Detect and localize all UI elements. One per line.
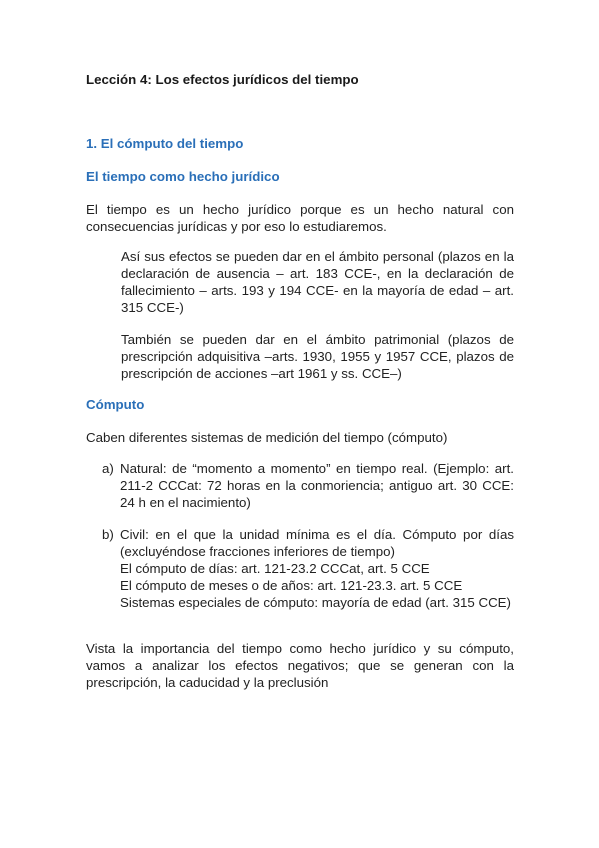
indented-paragraph-patrimonial: También se pueden dar en el ámbito patrimonial (plazos de prescripción adquisitiva –arts. 1930, 1955 y 1957 CCE, plazos de prescripción de acciones –art 1961 y ss. CCE–) [121, 332, 514, 381]
paragraph-computo: Caben diferentes sistemas de medición del tiempo (cómputo) [86, 430, 448, 445]
list-item-line: Civil: en el que la unidad mínima es el día. Cómputo por días (excluyéndose fracciones inferiores de tiempo) [120, 527, 514, 559]
list-item-text [120, 526, 514, 611]
list-item-line: El cómputo de meses o de años: art. 121-23.3. art. 5 CCE [120, 578, 463, 593]
section-heading: 1. El cómputo del tiempo [86, 136, 244, 151]
subsection-heading: El tiempo como hecho jurídico [86, 169, 280, 184]
list-item [102, 460, 514, 512]
indented-paragraph-personal: Así sus efectos se pueden dar en el ámbito personal (plazos en la declaración de ausencia – art. 183 CCE-, en la declaración de fallecimiento – arts. 193 y 194 CCE- en la mayoría de edad – art. 315 CCE-) [121, 249, 514, 315]
list-item-line: Sistemas especiales de cómputo: mayoría de edad (art. 315 CCE) [120, 595, 511, 610]
list-marker: b) [102, 527, 114, 542]
document-title: Lección 4: Los efectos jurídicos del tiempo [86, 72, 359, 87]
list-item [102, 526, 514, 626]
list-item-text [120, 460, 514, 511]
list-item-line: Natural: de “momento a momento” en tiempo real. (Ejemplo: art. 211-2 CCCat: 72 horas en la conmoriencia; antiguo art. 30 CCE: 24 h en el nacimiento) [120, 461, 514, 510]
list-marker: a) [102, 461, 114, 476]
list-item-line: El cómputo de días: art. 121-23.2 CCCat, art. 5 CCE [120, 561, 430, 576]
subsection-heading-computo: Cómputo [86, 397, 145, 412]
paragraph-conclusion: Vista la importancia del tiempo como hecho jurídico y su cómputo, vamos a analizar los efectos negativos; que se generan con la prescripción, la caducidad y la preclusión [86, 641, 514, 690]
paragraph-intro: El tiempo es un hecho jurídico porque es un hecho natural con consecuencias jurídicas y por eso lo estudiaremos. [86, 202, 514, 234]
